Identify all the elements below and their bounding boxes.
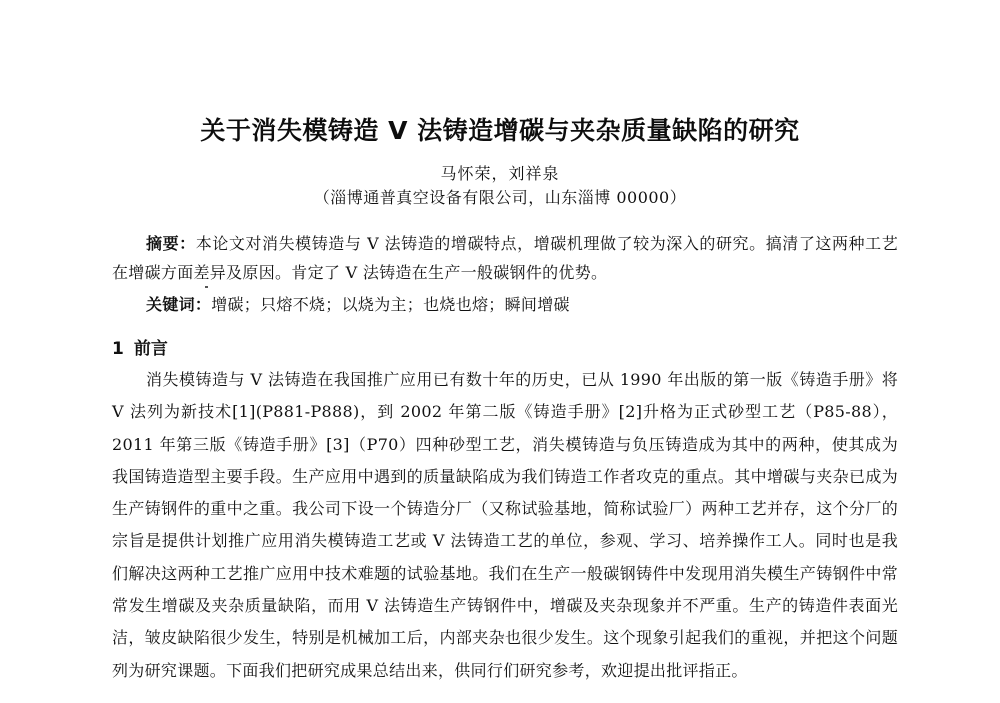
section-heading: [112, 336, 168, 362]
section-number: 1: [112, 339, 124, 359]
paper-title: 关于消失模铸造 V 法铸造增碳与夹杂质量缺陷的研究: [200, 116, 800, 145]
abstract-text: 本论文对消失模铸造与 V 法铸造的增碳特点，增碳机理做了较为深入的研究。搞清了这两种工艺在增碳方面差异及原因。肯定了 V 法铸造在生产一般碳钢件的优势。: [112, 234, 898, 282]
section-body-paragraph: 消失模铸造与 V 法铸造在我国推广应用已有数十年的历史，已从 1990 年出版的第一版《铸造手册》将 V 法列为新技术[1](P881-P888)，到 2002 年第二版《铸造手册》[2]升格为正式砂型工艺（P85-88），2011 年第三版《铸造手册》[3]（P70）四种砂型工艺，消失模铸造与负压铸造成为其中的两种，使其成为我国铸造造型主要手段。生产应用中遇到的质量缺陷成为我们铸造工作者攻克的重点。其中增碳与夹杂已成为生产铸钢件的重中之重。我公司下设一个铸造分厂（又称试验基地，简称试验厂）两种工艺并存，这个分厂的宗旨是提供计划推广应用消失模铸造工艺或 V 法铸造工艺的单位，参观、学习、培养操作工人。同时也是我们解决这两种工艺推广应用中技术难题的试验基地。我们在生产一般碳钢铸件中发现用消失模生产铸钢件中常常发生增碳及夹杂质量缺陷，而用 V 法铸造生产铸钢件中，增碳及夹杂现象并不严重。生产的铸造件表面光洁，皱皮缺陷很少发生，特别是机械加工后，内部夹杂也很少发生。这个现象引起我们的重视，并把这个问题列为研究课题。下面我们把研究成果总结出来，供同行们研究参考，欢迎提出批评指正。: [112, 370, 898, 680]
keywords-text: 增碳；只熔不烧；以烧为主；也烧也熔；瞬间增碳: [211, 295, 570, 314]
section-title: 前言: [133, 339, 168, 359]
keywords-line: [146, 292, 906, 318]
abstract-label: 摘要：: [146, 234, 196, 253]
keywords-label: 关键词：: [146, 295, 212, 314]
paper-affiliation: （淄博通普真空设备有限公司，山东淄博 00000）: [313, 188, 687, 207]
abstract-paragraph: [112, 229, 898, 287]
paper-authors: 马怀荣，刘祥泉: [440, 164, 560, 183]
scan-speck: [205, 286, 208, 288]
